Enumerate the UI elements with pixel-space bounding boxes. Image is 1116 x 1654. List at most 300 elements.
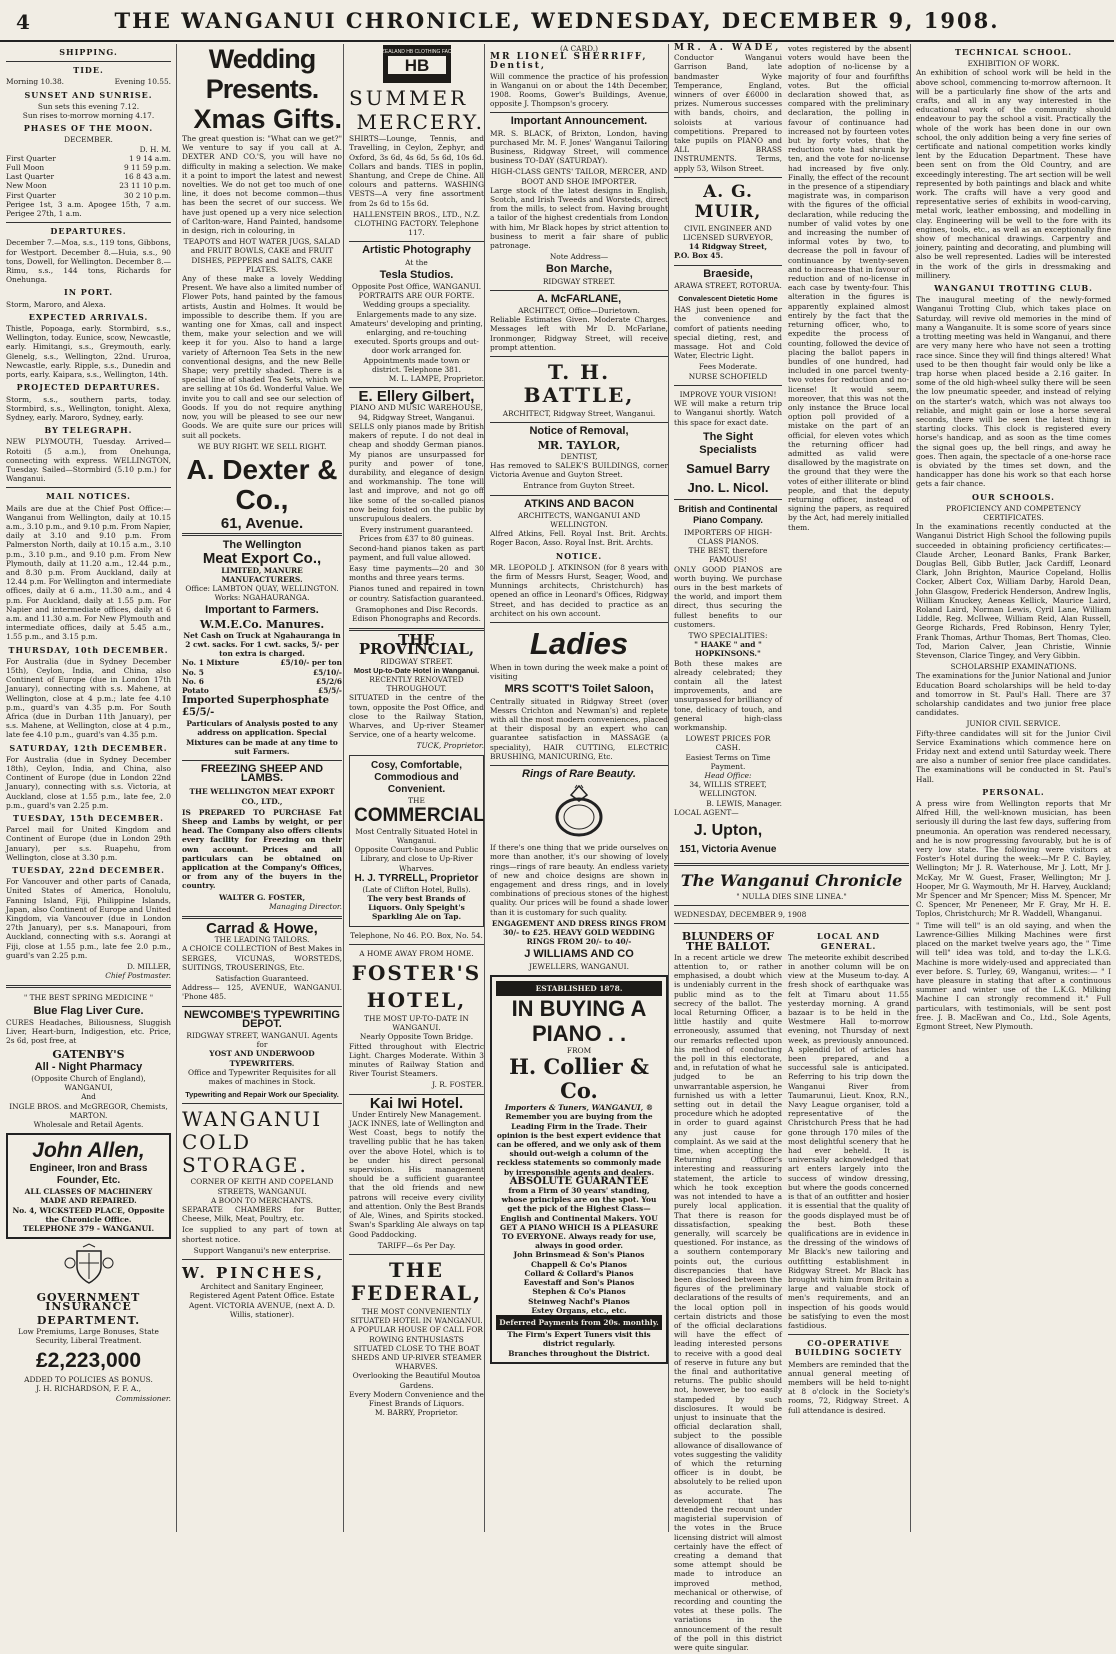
imported-note: Particulars of Analysis posted to any address on application. Special Mixtures can be made at any time to suit Farmers. (186, 719, 338, 756)
schools-text: In the examinations recently conducted at the Wanganui District High School the following pupils succeeded in obtaining proficiency certificates:— Claude Archer, Leonard Banks, Frank Barker, Douglas Bell, Gibb Butler, Jack Cardiff, Leonard Clark, John Brighton, Maurice Copeland, Hollis Cocker, Albert Cox, William Darby, Harold Dean, John Glasgow, Frederick Henderson, Andrew Inglis, William Knuckey, Aeneas Kellick, Maurice Laird, Roland Laird, Norman Lewis, Cyril Lane, William Liddle, Reg. McIlwee, William Reid, Alan Russell, George Richards, Fred Robinson, Henry Tyler, Frank Thomas, Arthur Thomas, Bert Thomas, Cleo. Tod, Marion Calver, Jean Christie, Winnie Stevenson, Clarice Tingey, and Very Gibbin. (916, 522, 1111, 660)
ballot-heading: BLUNDERS OF THE BALLOT. (681, 930, 775, 953)
moon-phase-value: 30 2 10 p.m. (124, 190, 171, 200)
sheriff-text: Will commence the practice of his profession in Wanganui on or about the 14th December, 1908. Rooms, Gower's Buildings, Avenue, opposite J. Thompson's grocery. (490, 71, 668, 109)
wedding-text: The great question is: "What can we get?" We venture to say if you call at A. DEXTER AND CO.'S, you will have no difficulty in making a selection. We make it a point to import the latest and newest novelties. We do not get too much of one line, it does not become common—thus has been the secret of our success. We have just opened up a very nice selection of Carlton-ware, Hand Painted, handsome in design, rich in colouring, in (182, 134, 342, 236)
buy-right: WE BUY RIGHT. WE SELL RIGHT. (197, 441, 327, 451)
meat-export-title: Meat Export Co., (202, 550, 322, 568)
british-lowest: LOWEST PRICES FOR CASH. (685, 734, 771, 753)
liver-tagline: " THE BEST SPRING MEDICINE " (23, 993, 154, 1003)
gilbert-address: 94, Ridgway Street, Wanganui. (358, 412, 475, 422)
perigee-note: Perigee 1st, 3 a.m. Apogee 15th, 7 a.m. Perigee 27th, 1 a.m. (6, 199, 171, 219)
british-haake: " HAAKE " and " HOPKINSONS." (694, 640, 762, 659)
moon-phase-value: 1 9 14 a.m. (129, 153, 171, 163)
foster-title: FOSTER'S (351, 961, 482, 986)
braeside-address: ARAWA STREET, ROTORUA. (674, 280, 782, 290)
rings-prices: ENGAGEMENT AND DRESS RINGS FROM 30/- to £25. HEAVY GOLD WEDDING RINGS FROM 20/- to 40/- (491, 918, 667, 947)
removal-text: Has removed to SALEK'S BUILDINGS, corner Victoria Avenue and Guyton Street. (490, 460, 668, 480)
technical-text: An exhibition of school work will be held in the above school, commencing to-morrow afternoon. It will be a particularly fine show of the arts and crafts, and all in any way interested in the educational work of the community should endeavour to pay the school a visit. Practically the whole of the work has been done in our own school, the only addition being a very fine series of certificate and national competition works kindly lent by the Education Department. These have been sent on from the Old Country, and are exceedingly interesting. The art section will be well represented by both paintings and black and white work. The crafts will have a very good and representative series of exhibits in wood-carving, metal work, leather embossing, and modelling in clay. Engineering will be well to the fore with its engines, tools, etc., as well as an exceptionally fine show of mechanical drawings. Carpentry and joinery, painting and decorating, and plumbing will also be well represented. Ladies will be interested in the work of the girls in dressmaking and millinery. (916, 68, 1111, 280)
moon-month: DECEMBER. (64, 135, 113, 145)
cold-storage-ice: Ice supplied to any part of town at shortest notice. (182, 1225, 342, 1244)
civil-service-heading: JUNIOR CIVIL SERVICE. (966, 719, 1061, 729)
wade-text: Conductor Wanganui Garrison Band, late bandmaster Wyke Temperance, England, winners of over £6000 in prizes. Numerous successes with bands, choirs, and soloists at various competitions. Prepared to take pupils on PIANO and ALL BRASS INSTRUMENTS. Terms, apply 53, Wilson Street. (674, 53, 782, 173)
british-importers: IMPORTERS OF HIGH-CLASS PIANOS. (683, 527, 772, 546)
moon-phase-label: Last Quarter (6, 172, 55, 182)
provincial-title: THE PROVINCIAL, (358, 631, 475, 659)
co-op-text: Members are reminded that the annual general meeting of members will be held to-night at 8 o'clock in the Society's rooms, 72, Ridgway Street. A full attendance is desired. (788, 1359, 909, 1415)
hb-label-logo (349, 44, 484, 86)
important-announcement: Important Announcement. (510, 115, 648, 128)
cold-storage-address: CORNER OF KEITH AND COPELAND STREETS, WANGANUI. (190, 1177, 334, 1196)
collier-piano-ad (490, 975, 668, 1364)
branches: Branches throughout the District. (508, 1348, 650, 1358)
clothing-factory-label-icon (368, 44, 465, 84)
federal-house: A POPULAR HOUSE OF CALL FOR ROWING ENTHUSIASTS (350, 1325, 483, 1344)
column-editorial (668, 43, 914, 1653)
saturday-text: For Australia (due in Sydney December 18th), Ceylon, India, and China, also Continent of Europe (due in London 22nd January), connecting with s.s. Victoria, at Auckland, close at 1.55 p.m., late fee, 2.0 p.m., guard's van 2.25 p.m. (6, 754, 171, 810)
time-will-tell-text: " Time will tell" is an old saying, and when the Lawrence-Gillies Milking Machines were first placed on the market twelve years ago, the " Time will tell" idea was told, and to-day the L.K.G. Machine is more widely-used and appreciated than ever before. S. Turley, 69, Wanganui, writes:— " I have pleasure in stating that after a continuous summer and winter use of the L.K.G. Milking Machine I can strongly recommend it." Full particulars, with testimonials, will be sent post free. J. B. MacEwan and Co., Ltd., Sole Agents, Egmont Street, New Plymouth. (916, 920, 1111, 1031)
tide-times: Morning 10.38. Evening 10.55. (6, 77, 171, 87)
pharmacy-and: And (81, 1092, 96, 1102)
mail-heading: MAIL NOTICES. (46, 491, 131, 502)
british-specialities: TWO SPECIALITIES: (688, 630, 768, 640)
newspaper-title: THE WANGANUI CHRONICLE, WEDNESDAY, DECEMBER 9, 1908. (114, 8, 1000, 33)
firm-note: The Firm's Expert Tuners visit this district regularly. (507, 1330, 651, 1349)
freezing-foster-name: WALTER G. FOSTER, (218, 892, 306, 902)
gilbert-sub: PIANO AND MUSIC WAREHOUSE, (349, 403, 484, 413)
editorial-body (674, 928, 909, 1654)
moon-phase-label: First Quarter (6, 153, 56, 163)
mixtures-table (182, 658, 342, 695)
typewriter-text: Office and Typewriter Requisites for all makes of machines in Stock. (187, 1067, 337, 1087)
vision-heading: IMPROVE YOUR VISION! (679, 389, 777, 399)
atkins-bacon-sub: ARCHITECTS, WANGANUI AND WELLINGTON. (517, 510, 641, 529)
british-office-address: 34, WILLIS STREET, WELLINGTON. (689, 780, 767, 799)
black-text2: Large stock of the latest designs in English, Scotch, and Irish Tweeds and Worsteds, direct from the mills, to select from. Having brought a tailor of the highest credentials from London with him, Mr Black hopes by strict attention to business to merit a fair share of public patronage. (490, 185, 668, 251)
sunset-heading: SUNSET AND SUNRISE. (24, 89, 153, 100)
carrad-address: Address— 125, AVENUE, WANGANUI. 'Phone 485. (182, 983, 342, 1002)
muir-address: 14 Ridgway Street, (688, 242, 768, 252)
federal-title: THE FEDERAL, (350, 1257, 483, 1305)
federal-text: SITUATED CLOSE TO THE BOAT SHEDS AND UP-RIVER STEAMER WHARVES. (351, 1343, 482, 1372)
typewriter-title: NEWCOMBE'S TYPEWRITING DEPOT. (183, 1008, 340, 1030)
postmaster-name: D. MILLER, (127, 962, 171, 972)
moon-phase-label: Full Moon (6, 163, 45, 173)
tyrrell-text: The very best Brands of Liquors. Only Speight's Sparkling Ale on Tap. (367, 894, 466, 922)
tuesday-heading: TUESDAY, 15th DECEMBER. (13, 813, 164, 824)
typewriter-agents: YOST AND UNDERWOOD TYPEWRITERS. (209, 1049, 315, 1068)
dexter-address: 61, Avenue. (220, 514, 304, 532)
moon-heading: PHASES OF THE MOON. (23, 123, 154, 134)
gilbert-title: E. Ellery Gilbert, (358, 388, 475, 406)
gov-insurance-line1: GOVERNMENT INSURANCE (36, 1291, 141, 1314)
mixture-row (182, 677, 342, 686)
gilbert-gramophones: Gramophones and Disc Records. Edison Phonographs and Records. (352, 604, 481, 623)
battle-sub: ARCHITECT, Ridgway Street, Wanganui. (502, 409, 656, 419)
british-head-office: Head Office: (704, 770, 752, 780)
ballot-continued: votes registered by the absent voters would have been the adoption of no-license by a majority of four and fourfifths votes. But the official declaration showed that, as compared with the preliminary declaration, the polling in favour of continuance had increased not by fourteen votes but by forty votes, that the reduction vote had shrunk by ten, and the vote for no-license had increased by five only. Finally, the effect of the recount in the presence of a stipendiary magistrate was, in comparison with the figures of the official declaration, while reducing the number of valid votes by one and increasing the number of informal votes by two, to decrease the poll in favour of continuance by twenty-seven and to increase that in favour of reduction and of no-license in each case by twenty-four. This alteration in the figures is apparently explained almost entirely by the fact that the returning officer, who, to expedite the process of counting, followed the device of placing the ballot papers in bundles of one hundred, had included in one parcel twenty-two votes for reduction and no-license! It would seem, moreover, that this was not the only instance the Bruce local option poll provided of a mistake on the part of an official, for eleven votes which the returning officer had admitted as valid were disallowed by the magistrate on the ground that they were the votes of either illiterate or blind people, and that the deputy returning officer, instead of signing the papers, as required by the Act, had merely initialled them. (788, 44, 909, 532)
williams-name: J WILLIAMS AND CO (524, 948, 634, 961)
federal-overlooking: Overlooking the Beautiful Moutoa Gardens. (352, 1371, 481, 1390)
technical-heading: TECHNICAL SCHOOL. (954, 47, 1073, 57)
muir-title: A. G. MUIR, (694, 181, 762, 222)
cold-storage-line2: COLD (182, 1130, 252, 1155)
freezing-foster-title: Managing Director. (269, 901, 342, 911)
thursday-text: For Australia (due in Sydney December 15th), Ceylon, India, and China, also Continent of Europe (due in London 17th January), connecting with s.s. Mahene, at Wellington, close at 4 p.m.; late fee 4.10 p.m., guard's van 4.35 p.m. For South Africa (due in Durban 11th January), per s.s. Mahene, at Wellington, close at 4 p.m., late fee 4.10 p.m., guard's van 4.35 p.m. (6, 656, 171, 740)
provincial-text: SITUATED in the centre of the town, opposite the Post Office, and close to the Railway Station, Wharves, and Up-river Steamer Service, one of a hearty welcome. (349, 693, 484, 740)
jewellers: JEWELLERS, WANGANUI. (529, 961, 629, 971)
local-general-heading: LOCAL AND GENERAL. (816, 931, 881, 951)
expected-heading: EXPECTED ARRIVALS. (28, 311, 149, 322)
moon-phase-table (6, 154, 171, 200)
gilbert-prices: Prices from £37 to 80 guineas. (358, 534, 475, 544)
mixture-price: £5/2/6 (316, 676, 342, 686)
wedding-text2: Any of these make a lovely Wedding Present. We have also a limited number of Flower Pots, hand painted by the famous artists, Austin and Holmes. It would be impossible to describe them. If you are wanting one for Xmas, call and inspect them, make your selection and we will keep it for you. Also to hand a large variety of Afternoon Tea Sets in the new conventional designs, and the new Belle Shape; very prettily shaded. There is a special line of shaded Tea Sets, which we are selling at 10s 6d. Wonderful Value. We invite you to call and see our selection of Goods. If you do not require anything now, you will be pleased to see our new Goods. We are quite sure our prices will suit all pockets. (182, 274, 342, 440)
trotting-text: The inaugural meeting of the newly-formed Wanganui Trotting Club, which takes place on Saturday, will revive old memories in the mind of many a Wanganuite. It is some score of years since a trotting meeting was held in Wanganui, and there are very many here who have not seen a trotting race since. Since they will find things altered! What used to be then thought fair would only be like a trap horse when placed beside a 2.16 gaiter. In some of the old high-wheel sulky there will be seen the low pneumatic speeder, and instead of relying on the starter's watch, which was not always too reliable, and might gain or lose a horse several seconds, there will be seen the latest thing in starting clocks. This clock is registered every horse's handicap, and as soon as the time comes the signal goes up, the bell rings, and away he goes. Then again, the spectacle of a one-horse race is obviated by the times set down, and the handicapper has done his work so that each horse gets a fair chance. (916, 295, 1111, 489)
braeside-text: HAS just been opened for the convenience and comfort of patients needing special dieting, rest, and massage. Hot and Cold Water, Electric Light. (674, 305, 782, 361)
carrad-guarantee: Satisfaction Guaranteed. (215, 974, 309, 984)
gov-insurance-bonus: ADDED TO POLICIES AS BONUS. (24, 1375, 153, 1385)
commercial-text: Opposite Court-house and Public Library, and close to Up-River Wharves. (354, 845, 479, 873)
tyrrell-phone: Telephone, No 46. P.O. Box, No. 54. (350, 930, 483, 940)
provincial-sub: Most Up-to-Date Hotel in Wanganui. (353, 665, 480, 675)
cosy-tagline: Cosy, Comfortable, Commodious and Convenient. (371, 759, 462, 795)
cold-storage-chambers: SEPARATE CHAMBERS for Butter, Cheese, Milk, Meat, Poultry, etc. (182, 1205, 342, 1224)
mixture-row (182, 658, 342, 667)
ladies-text: When in town during the week make a point of visiting (490, 662, 668, 682)
freezing-company: THE WELLINGTON MEAT EXPORT CO., LTD., (189, 787, 335, 806)
tuesday-text: Parcel mail for United Kingdom and Continent of Europe (due in London 29th January), per s.s. Ruapehu, from Wellington, close at 3.30 p.m. (6, 825, 171, 862)
allen-address: No. 4, WICKSTEED PLACE, Opposite the Chronicle Office. (12, 1205, 165, 1224)
piano-agent-item: Estey Organs, etc., etc. (531, 1305, 627, 1315)
allen-classes: ALL CLASSES OF MACHINERY MADE AND REPAIRED. (24, 1187, 153, 1206)
mercery-title: MERCERY. (356, 110, 484, 135)
allen-phone: TELEPHONE 379 - WANGANUI. (22, 1223, 155, 1233)
mixture-label: Potato (182, 685, 209, 695)
scholarship-text: The examinations for the Junior National and Junior Education Board scholarships will be held to-day and tomorrow in St. Paul's Hall. There are 37 scholarship candidates and two junior free place candidates. (916, 671, 1111, 718)
braeside-sub: Convalescent Dietetic Home (678, 294, 778, 304)
column-news (910, 44, 1116, 1532)
braeside-title: Braeside, (703, 267, 753, 280)
wedding-presents-title: Wedding Presents. (205, 44, 319, 104)
scott-text: Centrally situated in Ridgway Street (over Messrs Crichton and Newman's) and replete with all the most modern conveniences, placed at their disposal by an expert who can guarantee satisfaction in MASSAGE (a speciality), HAIR CUTTING, ELECTRIC BRUSHING, MANICURING, Etc. (490, 696, 668, 761)
card-heading: (A CARD.) (559, 44, 599, 53)
atkins-bacon-title: ATKINS AND BACON (524, 497, 634, 510)
moon-phase-row (6, 172, 171, 181)
tuesday2-heading: TUESDAY, 22nd DECEMBER. (12, 865, 165, 876)
coat-of-arms-icon (62, 1243, 116, 1289)
federal-every: Every Modern Convenience and the Finest Brands of Liquors. (349, 1389, 484, 1408)
sight-specialists: The Sight Specialists (699, 430, 757, 456)
deferred-payments: Deferred Payments from 20s. monthly. (496, 1315, 662, 1330)
carrad-title: Carrad & Howe, (206, 920, 318, 938)
telegraph-text: NEW PLYMOUTH, Tuesday. Arrived—Rotoiti (5 a.m.), from Onehunga, connecting with express. WELLINGTON, Tuesday. Sailed—Stormbird (5.10 p.m.) for Wanganui. (6, 437, 171, 484)
mixture-price: £5/10/- per ton (280, 658, 342, 668)
ladies-title: Ladies (529, 625, 629, 661)
gilbert-guarantee: Every instrument guaranteed. (359, 525, 474, 535)
gov-insurance-line2: DEPARTMENT. (36, 1313, 141, 1327)
tesla-studios: Tesla Studios. (379, 268, 454, 281)
cold-storage-boon: A BOON TO MERCHANTS. (210, 1195, 314, 1205)
scholarship-heading: SCHOLARSHIP EXAMINATIONS. (950, 662, 1077, 672)
shipping-heading: SHIPPING. (59, 47, 118, 57)
manures-heading: W.M.E.Co. Manures. (199, 617, 325, 631)
british-manager: B. LEWIS, Manager. (706, 798, 782, 808)
local-general-column (788, 928, 909, 1654)
cold-storage-support: Support Wanganui's new enterprise. (193, 1245, 331, 1255)
absolute-guarantee: ABSOLUTE GUARANTEE (509, 1175, 649, 1187)
gilbert-second-hand: Second-hand pianos taken as part payment, and full value allowed. (349, 543, 484, 562)
meat-export-sub: LIMITED, MANURE MANUFACTURERS. (221, 565, 303, 584)
rings-title: Rings of Rare Beauty. (522, 767, 636, 780)
rings-text: If there's one thing that we pride ourselves on more than another, it's our showing of lovely rings—rings of rare beauty. An endless variety of new and choice designs are shown in engagement and dress rings, and in lovely combinations of precious stones of the highest quality. Our prices will be found a shade lower than it is customary for such quality. (490, 843, 668, 917)
removal-name: MR. TAYLOR, (537, 438, 621, 452)
mixture-price: £5/10/- (312, 667, 342, 677)
gilbert-tuned: Pianos tuned and repaired in town or country. Satisfaction guaranteed. (349, 584, 484, 603)
mixture-label: No. 1 Mixture (182, 658, 240, 668)
foster-text: Fitted throughout with Electric Light. Charges Moderate. Within 3 minutes of Railway Station and River Tourist Steamers. (349, 1041, 484, 1079)
foster-hotel: HOTEL, (366, 988, 467, 1013)
gatenby-name: GATENBY'S (52, 1047, 125, 1061)
mixture-price: £5/5/- (318, 685, 342, 695)
collier-text: Remember you are buying from the Leading Firm in the Trade. Their opinion is the best expert evidence that can be offered, and we only ask of them should out-weigh a column of the reckless statements so commonly made by irresponsible agents and dealers. (496, 1112, 662, 1177)
freezing-title: FREEZING SHEEP AND LAMBS. (200, 762, 324, 785)
moon-phase-row (6, 154, 171, 163)
removal-entrance: Entrance from Guyton Street. (523, 481, 635, 491)
thursday-heading: THURSDAY, 10th DECEMBER. (8, 644, 169, 655)
commercial-the: THE (408, 795, 425, 805)
kaiiwi-text: JACK INNES, late of Wellington and West Coast, begs to notify the travelling public that he has taken over the above Hotel, which is to be under his direct personal supervision. His management should be a sufficient guarantee that the old friends and new patrons will receive every civility and attention. Only the Best Brands of Ale, Wines, and Spirits stocked. Swan's Sparkling Ale always on tap Good Paddocking. (349, 1119, 484, 1239)
foster-proprietor: J. R. FOSTER. (432, 1080, 484, 1090)
photography-title: Artistic Photography (362, 244, 471, 257)
mixture-row (182, 686, 342, 695)
imported-superphosphate: Imported Superphosphate £5/5/- (182, 695, 330, 719)
column-ads-dexter (176, 44, 347, 1532)
ballot-text: In a recent article we drew attention to, or rather emphasised, a doubt which is undeniably current in the public mind as to the secrecy of the ballot. The local Returning Officer, a little hastily and quite erroneously, assumed that our remarks reflected upon his method of conducting the poll in this electorate, and, in refutation of what he judged to be an unwarrantable aspersion, he furnished us with a letter setting out in detail the procedure which he adopted in order to guard against any just cause for complaint. As we said at the time, when accepting the Returning Officer's interesting and reassuring statement, the article to which he took exception was not intended to have a purely local application. That there is reason for dissatisfaction, speaking generally, will scarcely be questioned. For instance, as a southern contemporary points out, the curious discrepancies that have been disclosed between the figures of the preliminary declarations of the results of the local option poll in certain districts and those of the official declarations will have the effect of leading interested persons to receive with a good deal of reserve in future any but the final and authoritative returns. The public should not, however, be too easily stampeded by such disclosures. It would be unjust to insinuate that the official declaration shall, subject to the possible allowance of disallowance of votes suggesting the validity of which the returning officer is in doubt, be absolutely to be relied upon as accurate. The development that has attended the recount under magisterial supervision of the votes in the Bruce licensing district will almost certainly have the effect of creating a demand that some attempt should be made to introduce an improved method, mechanical or otherwise, of recording and counting the votes at these polls. The variations in the announcement of the result of the poll in this district were quite singular. (674, 952, 782, 1653)
muir-sub: CIVIL ENGINEER AND LICENSED SURVEYOR, (682, 223, 774, 243)
federal-proprietor: M. BARRY, Proprietor. (374, 1408, 458, 1418)
meat-heading: The Wellington (222, 539, 302, 552)
gov-insurance-amount: £2,223,000 (35, 1349, 142, 1373)
kaiiwi-title: Kai Iwi Hotel. (369, 1094, 464, 1112)
projected-heading: PROJECTED DEPARTURES. (16, 382, 161, 393)
government-insurance-ad (6, 1243, 171, 1403)
john-allen-ad (6, 1133, 171, 1239)
jno-nicol: Jno. L. Nicol. (687, 479, 769, 495)
provincial-address: RIDGWAY STREET. (380, 656, 453, 666)
local-agent: LOCAL AGENT— (674, 807, 739, 817)
british-text2: Both these makes are already celebrated; they contain all the latest improvements, and are unsurpassed for brilliancy of tone, delicacy of touch, and general high-class workmanship. (674, 658, 782, 732)
tyrrell-sub: (Late of Clifton Hotel, Bulls). (362, 884, 471, 894)
svg-text:HB: HB (404, 56, 429, 75)
moon-phase-value: 9 11 59 p.m. (124, 163, 171, 173)
british-piano-title: British and Continental Piano Company. (678, 503, 778, 525)
tyrrell-name: H. J. TYRRELL, Proprietor (354, 872, 479, 884)
provincial-renovated: RECENTLY RENOVATED THROUGHOUT. (369, 674, 464, 694)
liver-cure-title: Blue Flag Liver Cure. (33, 1004, 144, 1017)
piano-agent-item: Collard & Collard's Pianos (524, 1268, 634, 1278)
local-general-text: The meteorite exhibit described in another column will be on view at the Museum to-day. A fresh shock of earthquake was felt at Timaru about 11.55 yesterday morning. A grand bazaar is to be held in the Westmere Hall to-morrow evening, not Thursday of next week, as previously announced. A splendid lot of articles has been prepared, and a successful sale is anticipated. Referring to his trip down the Wanganui River from Taumarunui, Lieut. Knox, R.N., Navy League organiser, told a representative of the Christchurch Press that he had gone through 170 miles of the most delightful scenery that he had ever beheld. It is universally acknowledged that art enters largely into the success of window dressing, but where the goods concerned is that of an outfitter and hosier it is essential that the quality of the goods displayed must be of the best. Both these qualifications are in evidence in the dressing of the windows of Mr Black's new tailoring and outfitting establishment in Ridgway Street. Mr Black has brought with him from Britain a large and valuable stock of men's requirements, and an inspection of his goods would be satisfying to even the most fastidious. (788, 952, 909, 1330)
ballot-column (674, 928, 782, 1654)
wade-name: MR. A. WADE, (674, 43, 782, 53)
ingle-bros: INGLE BROS. and McGREGOR, Chemists, MARTON. (9, 1101, 168, 1120)
foster-sub: THE MOST UP-TO-DATE IN WANGANUI. (364, 1014, 469, 1033)
carrad-text: A CHOICE COLLECTION of Best Makes in SERGES, VICUNAS, WORSTEDS, SUITINGS, TROUSERINGS, Etc. (182, 944, 343, 972)
editorial-dateline: WEDNESDAY, DECEMBER 9, 1908 (674, 910, 807, 920)
provincial-proprietor: TUCK, Proprietor. (416, 741, 484, 751)
mcfarlane-title: A. McFARLANE, (536, 292, 622, 305)
page-number: 4 (16, 10, 30, 34)
mixture-row (182, 668, 342, 677)
notice-text: MR. LEOPOLD J. ATKINSON (for 8 years with the firm of Messrs Hurst, Seager, Wood, and Munnings architects, Christchurch) has opened an office in Leonard's Offices, Ridgway Street, and has decided to practice as an architect on his own account. (490, 562, 668, 618)
wedding-items: TEAPOTS and HOT WATER JUGS, SALAD and FRUIT BOWLS, CAKE and FRUIT DISHES, PEPPERS and SALTS, CAKE PLATES. (183, 237, 341, 274)
mixture-label: No. 5 (182, 667, 204, 677)
inport-heading: IN PORT. (63, 287, 114, 298)
photography-at: At the (405, 257, 428, 267)
schools-heading: OUR SCHOOLS. (972, 491, 1055, 502)
gilbert-text: SELLS only pianos made by British makers of repute. I do not deal in cheap and shoddy German pianos. My pianos are unsurpassed for purity and power of tone, durability, and elegance of design and workmanship. The tone will last and improve, and not go off like some of the so-called pianos now being foisted on the public by unscrupulous dealers. (349, 421, 484, 523)
foster-near: Nearly Opposite Town Bridge. (359, 1032, 474, 1042)
typewriter-speciality: Typewriting and Repair Work our Speciality. (185, 1090, 339, 1100)
moon-phase-label: New Moon (6, 181, 47, 191)
meat-export-office: Office: LAMBTON QUAY, WELLINGTON. Works: NGAHAURANGA. (185, 583, 339, 603)
summer-title: SUMMER (349, 86, 469, 111)
piano-from: FROM (566, 1046, 592, 1056)
moon-phase-row (6, 163, 171, 172)
agents-heading: John Brinsmead & Son's Pianos (513, 1250, 645, 1260)
tide-heading: TIDE. (73, 65, 104, 76)
moon-phase-label: First Quarter (6, 190, 56, 200)
column-shipping (6, 44, 175, 1532)
removal-title: Notice of Removal, (529, 425, 629, 438)
upton-name: J. Upton, (693, 822, 763, 839)
departures-heading: DEPARTURES. (50, 226, 127, 237)
federal-sub: THE MOST CONVENIENTLY SITUATED HOTEL IN WANGANUI. (350, 1306, 483, 1326)
chronicle-motto: " NULLA DIES SINE LINEA." (736, 892, 847, 901)
black-text: MR. S. BLACK, of Brixton, London, having purchased Mr. M. F. Jones' Wanganui Tailoring Business, Ridgway Street, will commence business TO-DAY (SATURDAY). (490, 128, 668, 166)
scott-saloon: MRS SCOTT'S Toilet Saloon, (504, 683, 654, 696)
photography-text: Opposite Post Office, WANGANUI. PORTRAITS ARE OUR FORTE. Wedding groups a speciality. Enlargements made to any size. Amateurs' developing and printing, enlarging, and re-touching executed. Sports groups and out-door work arranged for. Appointments made town or district. Telephone 381. (350, 282, 483, 374)
battle-title: T. H. BATTLE, (523, 360, 635, 408)
moon-phase-row (6, 191, 171, 200)
upton-address: 151, Victoria Avenue (679, 844, 777, 855)
expected-text: Thistle, Popoaga, early. Stormbird, s.s., Wellington, today. Eunice, scow, Newcastle, early. Himitangi, s.s., Greymouth, early. Glenelg, s.s., Wellington, 22nd. Ururoa, Newcastle, early. Ripple, s.s., Dunedin and ports, early. Kaipara, s.s., Wellington, 14th. (6, 324, 171, 380)
tuesday2-text: For Vancouver and other parts of Canada, United States of America, Honolulu, Fanning Island, Fiji, Philippine Islands, Japan, also Continent of Europe and United Kingdom, via Vancouver (due in London 27th January), per s.s. Manapouri, from Auckland, connecting with s.s. Aorangi at Fiji, close at 1.55 p.m., late fee 2.0 p.m., guard's van 2.25 p.m. (6, 877, 171, 960)
cold-storage-line3: STORAGE. (182, 1153, 308, 1178)
mixture-label: No. 6 (182, 676, 204, 686)
samuel-barry: Samuel Barry (686, 460, 770, 476)
pharmacy-title: All - Night Pharmacy (34, 1060, 143, 1073)
atkins-bacon-text: Alfred Atkins, Fell. Royal Inst. Brit. Archts. Roger Bacon, Asso. Royal Inst. Brit. Archts. (490, 529, 668, 548)
co-op-heading: CO-OPERATIVE BUILDING SOCIETY (794, 1338, 903, 1358)
commercial-hotel-ad (349, 755, 484, 927)
wholesale-note: Wholesale and Retail Agents. (33, 1119, 144, 1129)
hallenstein: HALLENSTEIN BROS., LTD., N.Z. CLOTHING FACTORY. Telephone 117. (352, 209, 481, 238)
piano-agent-item: Eavestaff and Son's Pianos (523, 1278, 635, 1288)
braeside-nurse: NURSE SCHOFIELD (688, 371, 768, 381)
bon-marche: Bon Marche, (545, 263, 612, 276)
svg-text:NEW ZEALAND HB CLOTHING FACTOR: NEW ZEALAND HB CLOTHING FACTORY (368, 49, 465, 55)
column-ads-hotels (343, 44, 489, 1532)
commercial-title: COMMERCIAL (354, 804, 485, 826)
moon-phase-value: 23 11 10 p.m. (119, 181, 171, 191)
postmaster-title: Chief Postmaster. (105, 971, 171, 981)
saturday-heading: SATURDAY, 12th DECEMBER. (9, 742, 168, 753)
kaiiwi-tariff: TARIFF—6s Per Day. (377, 1240, 456, 1250)
black-sub: HIGH-CLASS GENTS' TAILOR, MERCER, AND BOOT AND SHOE IMPORTER. (490, 167, 668, 186)
foster-home: A HOME AWAY FROM HOME. (359, 948, 474, 958)
braeside-fees: Fees Moderate. (698, 362, 758, 372)
collier-name: H. Collier & Co. (509, 1054, 649, 1104)
gov-insurance-text: Low Premiums, Large Bonuses, State Security, Liberal Treatment. (18, 1326, 159, 1345)
pharmacy-address: (Opposite Church of England), WANGANUI, (31, 1073, 146, 1093)
moon-phase-value: 16 8 43 a.m. (124, 172, 171, 182)
mail-text: Mails are due at the Chief Post Office:— Wanganui from Wellington, daily at 10.15 a.m., 3.10 p.m., and 9.10 p.m. From Napier, daily at 3.10 and 9.10 p.m. From Palmerston North, daily at 10.15 a.m., 3.10 p.m., 3.10 p.m., and 9.10 p.m. From New Plymouth, daily at 11.20 a.m., 12.44 p.m., and 8.30 p.m. From Auckland, daily at 12.44 p.m. For Wellington and intermediate offices, daily at 6 a.m., 11.30 a.m., and 4 p.m. For Auckland, daily at 1.55 p.m. For Napier and intermediate offices, daily at 6 a.m. and 11.30 a.m. For New Plymouth and intermediate offices, daily at 5.45 a.m., 1.55 p.m., and 3.15 p.m. (6, 503, 171, 642)
liver-cure-text: CURES Headaches, Biliousness, Sluggish Liver, Heart-burn, Indigestion, etc. Price, 2s 6d, post free, at (6, 1017, 171, 1046)
collier-sub: Importers & Tuners, WANGANUI, ® (504, 1103, 654, 1113)
cold-storage-line1: WANGANUI (182, 1107, 323, 1132)
british-easiest: Easiest Terms on Time Payment. (685, 752, 771, 771)
manure-note: Net Cash on Truck at Ngahauranga in 2 cwt. sacks. For 1 cwt. sacks, 5/- per ton extra is charged. (183, 630, 341, 659)
editorial-ballot-cont (788, 44, 909, 858)
carrad-sub: THE LEADING TAILORS. (214, 935, 310, 945)
mercery-text: SHIRTS—Lounge, Tennis, and Travelling, in Ceylon, Zephyr, and Oxford, 3s 6d, 4s 6d, 5s 6d, 10s 6d. Collars and bands. TIES in poplin, Shantung, and Crepe de Chine. All colours and patterns. WASHING VESTS—A very fine assortment from 2s 6d to 15s 6d. (349, 134, 484, 208)
trotting-heading: WANGANUI TROTTING CLUB. (934, 283, 1093, 294)
piano-agent-item: Steinweg Nachf's Pianos (528, 1296, 630, 1306)
xmas-gifts-title: Xmas Gifts. (193, 104, 342, 134)
typewriter-address: RIDGWAY STREET, WANGANUI. Agents for (186, 1031, 338, 1050)
lampe-proprietor: M. L. LAMPE, Proprietor. (388, 374, 484, 384)
moon-columns: D. H. M. (139, 144, 171, 154)
gov-insurance-agent: J. H. RICHARDSON, F. F. A., (36, 1384, 141, 1394)
piano-agents-list (496, 1260, 662, 1315)
allen-name: John Allen, (32, 1139, 145, 1163)
telegraph-heading: BY TELEGRAPH. (44, 425, 133, 436)
inport-text: Storm, Maroro, and Alexa. (6, 299, 106, 309)
dexter-name: A. Dexter & Co., (186, 453, 338, 515)
british-famous: THE BEST, therefore FAMOUS! (688, 546, 768, 565)
piano-established: ESTABLISHED 1878. (496, 981, 662, 996)
kaiiwi-management: Under Entirely New Management. (351, 1109, 482, 1119)
pinches-text: Architect and Sanitary Engineer, Registered Agent Patent Office. Estate Agent. VICTORIA AVENUE, (next A. D. Willis, stationer). (189, 1282, 335, 1319)
piano-agent-item: Chappell & Co's Pianos (531, 1259, 627, 1269)
editorial-top (674, 44, 909, 858)
civil-service-text: Fifty-three candidates will sit for the Junior Civil Service Examinations which commence here on Friday next and extend until Saturday week. There are also a number of senior free place candidates. The examinations will be conducted in St. Paul's Hall. (916, 728, 1111, 784)
technical-sub: EXHIBITION OF WORK. (967, 59, 1060, 69)
gov-insurance-agent-title: Commissioner. (115, 1393, 171, 1403)
vision-text: WE will make a return trip to Wanganui shortly. Watch this space for exact date. (674, 399, 782, 427)
piano-agent-item: Stephen & Co's Pianos (532, 1287, 626, 1297)
mcfarlane-text: Reliable Estimates Given. Moderate Charges. Messages left with Mr D. McFarlane, Ironmonger, Ridgway Street, will receive prompt attention. (490, 315, 668, 352)
ring-icon (544, 783, 614, 839)
collier-text2: from a Firm of 30 years' standing, whose principles are on the spot. You get the pick of the Highest Class—English and Continental Makers. YOU GET A PIANO WHICH IS A PLEASURE TO EVERYONE. Always ready for use, always in good order. (499, 1186, 659, 1251)
chronicle-nameplate: The Wanganui Chronicle (680, 871, 903, 890)
sun-sets: Sun sets this evening 7.12. (37, 101, 140, 111)
moon-phase-row (6, 181, 171, 190)
bon-marche-address: RIDGWAY STREET. (542, 276, 616, 286)
gilbert-terms: Easy time payments—20 and 30 months and three years terms. (349, 563, 484, 583)
mcfarlane-sub: ARCHITECT, Office—Durietown. (518, 306, 640, 316)
personal-heading: PERSONAL. (982, 786, 1045, 797)
allen-trade: Engineer, Iron and Brass Founder, Etc. (29, 1163, 148, 1187)
pinches-name: W. PINCHES, (182, 1264, 326, 1283)
commercial-sub: Most Centrally Situated Hotel in Wanganui. (355, 826, 478, 845)
column-notices (484, 44, 673, 1532)
sun-rises: Sun rises to-morrow morning 4.17. (22, 111, 155, 121)
schools-sub: PROFICIENCY AND COMPETENCY CERTIFICATES. (945, 503, 1082, 522)
muir-box: P.O. Box 45. (674, 251, 724, 261)
editorial-ads (674, 44, 782, 858)
projected-text: Storm, s.s., southern parts, today. Stormbird, s.s., Wellington, tonight. Alexa, Sydney, early. Maroro, Sydney, early. (6, 394, 171, 422)
